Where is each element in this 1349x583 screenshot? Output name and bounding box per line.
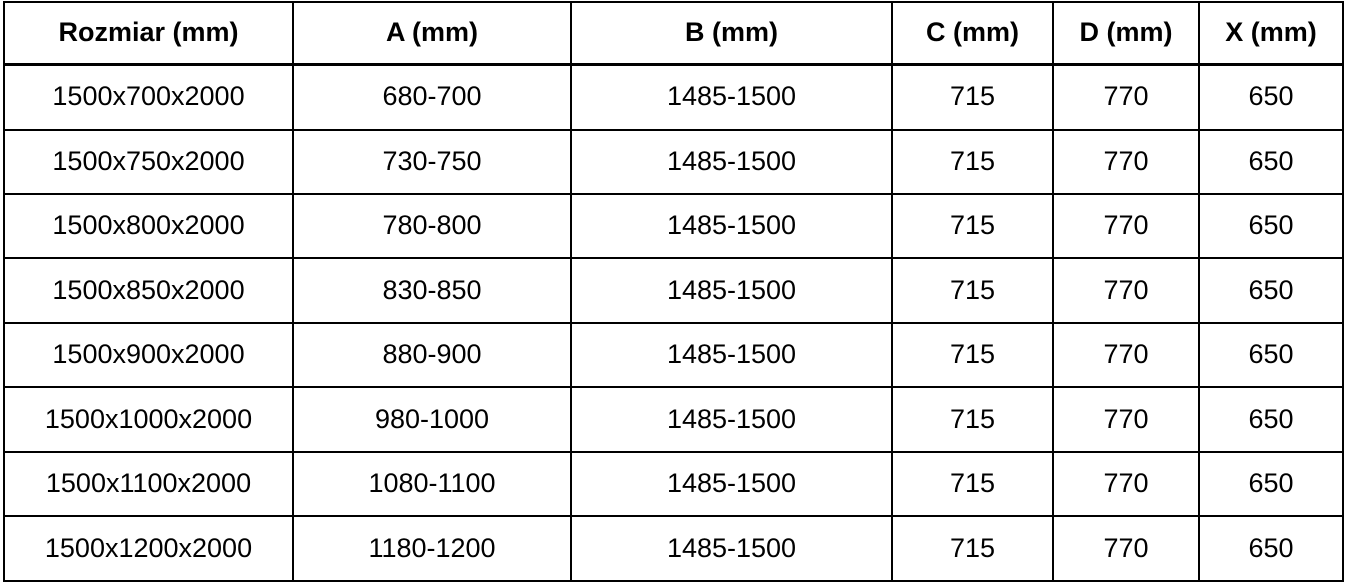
header-cell-c: C (mm) — [892, 2, 1053, 64]
table-row — [4, 130, 1343, 194]
header-cell-x: X (mm) — [1199, 2, 1343, 64]
table-row — [4, 516, 1343, 581]
cell-x: 650 — [1199, 452, 1343, 516]
cell-rozmiar: 1500x1000x2000 — [4, 387, 293, 451]
cell-b: 1485-1500 — [571, 387, 892, 451]
cell-b: 1485-1500 — [571, 64, 892, 130]
cell-rozmiar: 1500x900x2000 — [4, 323, 293, 387]
header-cell-rozmiar: Rozmiar (mm) — [4, 2, 293, 64]
cell-rozmiar: 1500x1100x2000 — [4, 452, 293, 516]
cell-a: 1080-1100 — [293, 452, 571, 516]
cell-rozmiar: 1500x800x2000 — [4, 194, 293, 258]
cell-a: 830-850 — [293, 258, 571, 322]
cell-c: 715 — [892, 258, 1053, 322]
cell-d: 770 — [1053, 258, 1199, 322]
header-cell-a: A (mm) — [293, 2, 571, 64]
cell-a: 680-700 — [293, 64, 571, 130]
cell-x: 650 — [1199, 323, 1343, 387]
cell-a: 980-1000 — [293, 387, 571, 451]
cell-c: 715 — [892, 194, 1053, 258]
cell-x: 650 — [1199, 64, 1343, 130]
cell-x: 650 — [1199, 258, 1343, 322]
table-row — [4, 452, 1343, 516]
table-row — [4, 194, 1343, 258]
header-cell-b: B (mm) — [571, 2, 892, 64]
cell-c: 715 — [892, 323, 1053, 387]
cell-a: 730-750 — [293, 130, 571, 194]
cell-x: 650 — [1199, 194, 1343, 258]
cell-b: 1485-1500 — [571, 130, 892, 194]
cell-c: 715 — [892, 452, 1053, 516]
cell-b: 1485-1500 — [571, 516, 892, 581]
table-row — [4, 258, 1343, 322]
cell-rozmiar: 1500x750x2000 — [4, 130, 293, 194]
cell-a: 880-900 — [293, 323, 571, 387]
cell-d: 770 — [1053, 130, 1199, 194]
cell-x: 650 — [1199, 516, 1343, 581]
cell-rozmiar: 1500x1200x2000 — [4, 516, 293, 581]
cell-x: 650 — [1199, 387, 1343, 451]
cell-d: 770 — [1053, 323, 1199, 387]
cell-c: 715 — [892, 64, 1053, 130]
cell-d: 770 — [1053, 64, 1199, 130]
cell-a: 1180-1200 — [293, 516, 571, 581]
cell-a: 780-800 — [293, 194, 571, 258]
table-row — [4, 323, 1343, 387]
cell-d: 770 — [1053, 387, 1199, 451]
cell-c: 715 — [892, 516, 1053, 581]
cell-d: 770 — [1053, 194, 1199, 258]
dimension-spec-table — [3, 1, 1344, 582]
cell-b: 1485-1500 — [571, 452, 892, 516]
table-row — [4, 64, 1343, 130]
cell-x: 650 — [1199, 130, 1343, 194]
table-row — [4, 387, 1343, 451]
header-row — [4, 2, 1343, 64]
cell-b: 1485-1500 — [571, 194, 892, 258]
cell-b: 1485-1500 — [571, 323, 892, 387]
header-cell-d: D (mm) — [1053, 2, 1199, 64]
cell-d: 770 — [1053, 452, 1199, 516]
cell-c: 715 — [892, 387, 1053, 451]
cell-c: 715 — [892, 130, 1053, 194]
cell-b: 1485-1500 — [571, 258, 892, 322]
cell-d: 770 — [1053, 516, 1199, 581]
cell-rozmiar: 1500x850x2000 — [4, 258, 293, 322]
cell-rozmiar: 1500x700x2000 — [4, 64, 293, 130]
